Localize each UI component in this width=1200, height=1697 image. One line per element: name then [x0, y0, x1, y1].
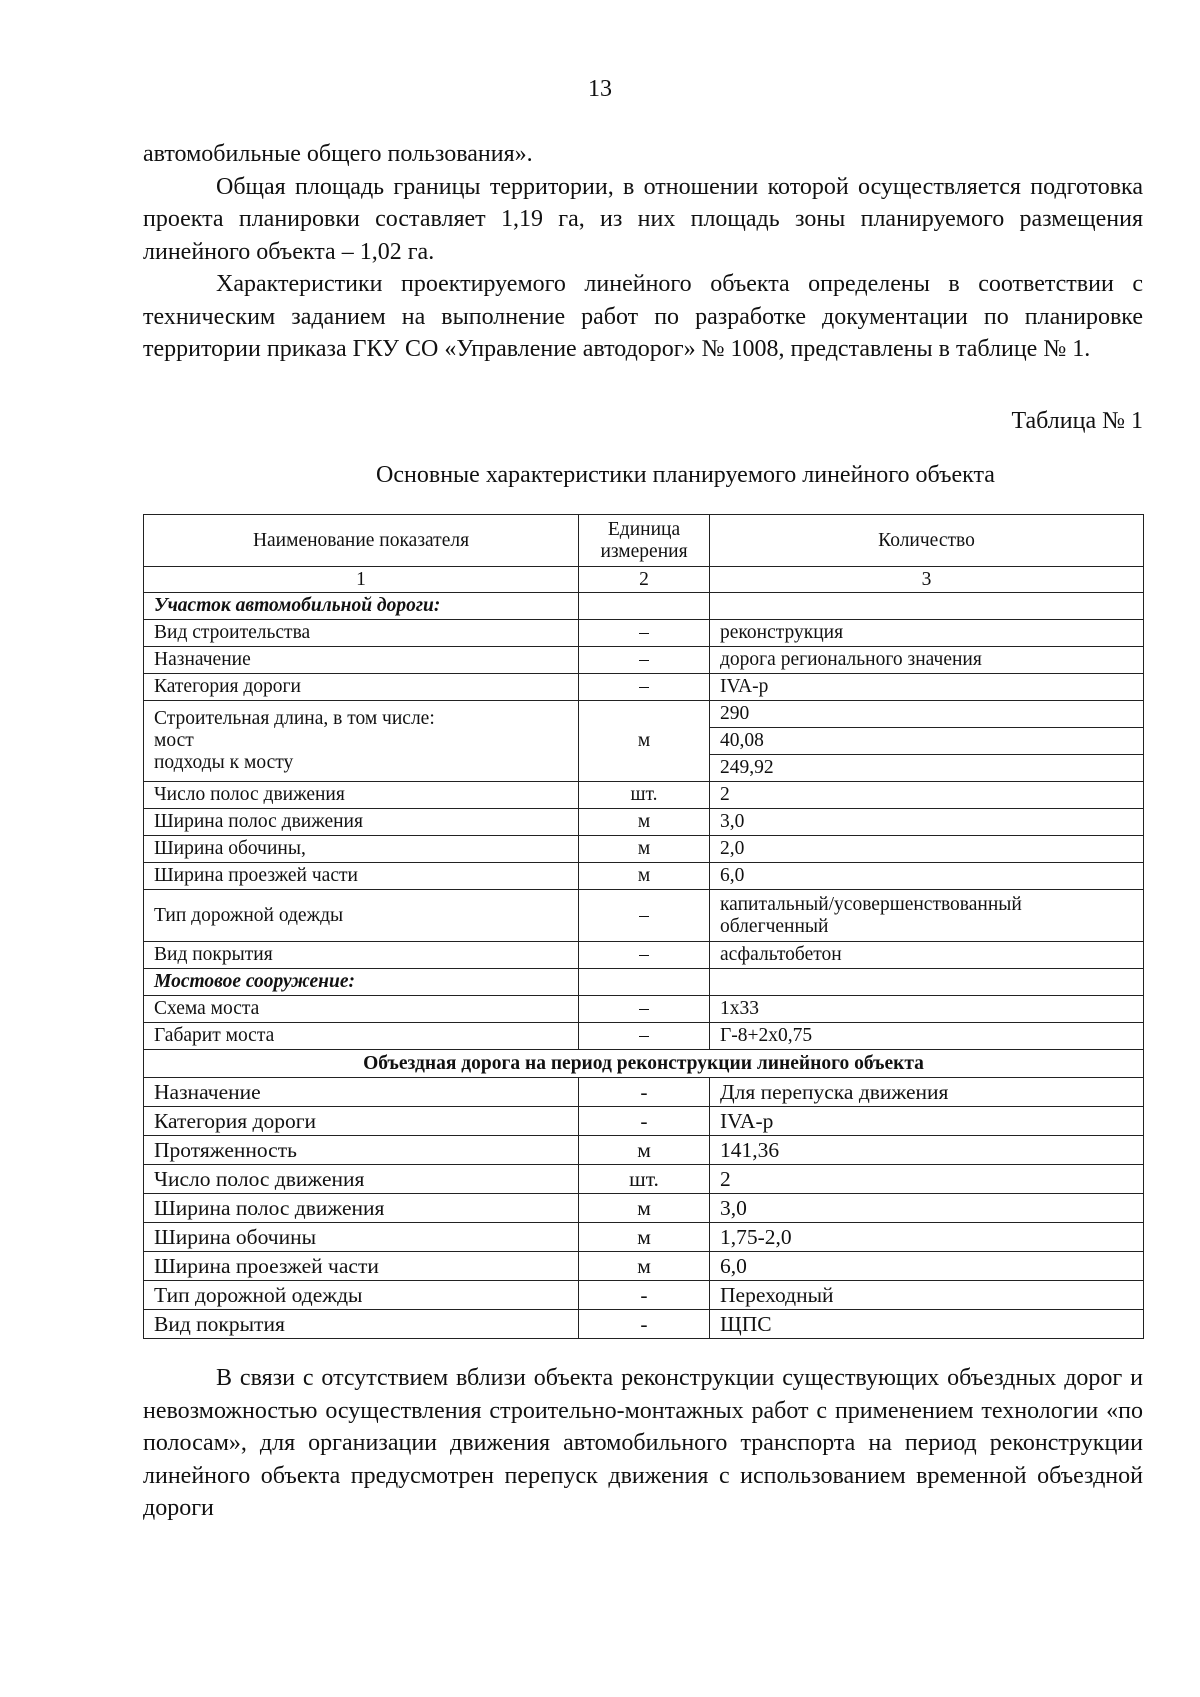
cell-value: IVA-р	[710, 1107, 1144, 1136]
cell-unit: –	[579, 1023, 710, 1050]
cell-value: ЩПС	[710, 1310, 1144, 1339]
cell-name: Ширина обочины	[144, 1223, 579, 1252]
table-row	[144, 1194, 1144, 1223]
table-row	[144, 782, 1144, 809]
cell-name: Вид строительства	[144, 620, 579, 647]
cell-unit: м	[579, 836, 710, 863]
cell-name: Назначение	[144, 647, 579, 674]
cell-unit: –	[579, 942, 710, 969]
cell-name: Вид покрытия	[144, 1310, 579, 1339]
cell-name: Категория дороги	[144, 1107, 579, 1136]
cell-name: Схема моста	[144, 996, 579, 1023]
cell-value: дорога регионального значения	[710, 647, 1144, 674]
length-value: 249,92	[710, 755, 1144, 782]
table-row	[144, 836, 1144, 863]
cell-unit: м	[579, 1252, 710, 1281]
column-number: 1	[144, 567, 579, 593]
table-header-row	[144, 515, 1144, 567]
table-row	[144, 1310, 1144, 1339]
cell-name: Габарит моста	[144, 1023, 579, 1050]
cell-unit: -	[579, 1078, 710, 1107]
intro-paragraph-2: Общая площадь границы территории, в отношении которой осуществляется подготовка проекта планировки составляет 1,19 га, из них площадь зоны планируемого размещения линейного объекта – 1,02 га.	[143, 173, 1143, 265]
cell-value: IVA-р	[710, 674, 1144, 701]
length-names	[144, 701, 579, 782]
cell-unit: -	[579, 1281, 710, 1310]
table-row	[144, 620, 1144, 647]
cell-name: Назначение	[144, 1078, 579, 1107]
length-value: 290	[710, 701, 1144, 728]
table-row	[144, 674, 1144, 701]
cell-value: Г-8+2х0,75	[710, 1023, 1144, 1050]
cell-name: Ширина полос движения	[144, 1194, 579, 1223]
section-row	[144, 593, 1144, 620]
cell-value: 1,75-2,0	[710, 1223, 1144, 1252]
length-name: подходы к мосту	[154, 752, 294, 773]
column-number: 2	[579, 567, 710, 593]
characteristics-table	[143, 514, 1144, 1339]
bridge-rows	[144, 996, 1144, 1050]
cell-unit: -	[579, 1310, 710, 1339]
section-title-detour: Объездная дорога на период реконструкции линейного объекта	[144, 1050, 1144, 1078]
cell-value: Переходный	[710, 1281, 1144, 1310]
table-row	[144, 647, 1144, 674]
table-label: Таблица № 1	[1011, 408, 1143, 434]
table-title: Основные характеристики планируемого линейного объекта	[376, 462, 995, 488]
cell-name: Тип дорожной одежды	[144, 890, 579, 942]
length-name: Строительная длина, в том числе:	[154, 708, 435, 729]
table-row	[144, 1165, 1144, 1194]
length-row	[144, 701, 1144, 728]
intro-text	[143, 138, 1143, 366]
cell-unit: шт.	[579, 1165, 710, 1194]
table-row	[144, 1252, 1144, 1281]
cell-name: Ширина полос движения	[144, 809, 579, 836]
table-row	[144, 1281, 1144, 1310]
column-number-row	[144, 567, 1144, 593]
cell-value: Для перепуска движения	[710, 1078, 1144, 1107]
cell-value: 2	[710, 782, 1144, 809]
cell-unit: -	[579, 1107, 710, 1136]
closing-text	[143, 1362, 1143, 1525]
cell-unit: –	[579, 620, 710, 647]
cell-value: капитальный/усовершенствованный облегченный	[710, 890, 1144, 942]
cell-name: Категория дороги	[144, 674, 579, 701]
cell-name: Ширина проезжей части	[144, 863, 579, 890]
cell-name: Вид покрытия	[144, 942, 579, 969]
cell-value: 3,0	[710, 809, 1144, 836]
cell-name: Число полос движения	[144, 782, 579, 809]
cell-unit: м	[579, 1194, 710, 1223]
table-row	[144, 1107, 1144, 1136]
cell-unit: –	[579, 647, 710, 674]
table-row	[144, 1078, 1144, 1107]
header-value: Количество	[710, 515, 1144, 567]
cell-unit: –	[579, 674, 710, 701]
detour-rows	[144, 1078, 1144, 1339]
length-unit: м	[579, 701, 710, 782]
table-row	[144, 996, 1144, 1023]
cell-name: Число полос движения	[144, 1165, 579, 1194]
table-row	[144, 1023, 1144, 1050]
table-row	[144, 863, 1144, 890]
cell-value: 6,0	[710, 863, 1144, 890]
length-value: 40,08	[710, 728, 1144, 755]
table-row	[144, 809, 1144, 836]
cell-unit: м	[579, 809, 710, 836]
cell-value: асфальтобетон	[710, 942, 1144, 969]
cell-value: 2	[710, 1165, 1144, 1194]
table-row	[144, 942, 1144, 969]
table-row	[144, 1136, 1144, 1165]
cell-unit: –	[579, 890, 710, 942]
cell-value: 141,36	[710, 1136, 1144, 1165]
intro-paragraph-1: автомобильные общего пользования».	[143, 141, 533, 167]
cell-name: Протяженность	[144, 1136, 579, 1165]
cell-unit: –	[579, 996, 710, 1023]
section-row	[144, 969, 1144, 996]
cell-value: 3,0	[710, 1194, 1144, 1223]
cell-value: 1х33	[710, 996, 1144, 1023]
table-row	[144, 1223, 1144, 1252]
road-rows	[144, 620, 1144, 701]
closing-paragraph: В связи с отсутствием вблизи объекта реконструкции существующих объездных дорог и невозможностью осуществления строительно-монтажных работ с применением технологии «по полосам», для организации движения автомобильного транспорта на период реконструкции линейного объекта предусмотрен перепуск движения с использованием временной объездной дороги	[143, 1365, 1143, 1521]
cell-value: 6,0	[710, 1252, 1144, 1281]
cell-unit: м	[579, 863, 710, 890]
section-title-bridge: Мостовое сооружение:	[144, 969, 579, 996]
cell-name: Тип дорожной одежды	[144, 1281, 579, 1310]
road-params-rows	[144, 782, 1144, 969]
cell-name: Ширина проезжей части	[144, 1252, 579, 1281]
cell-unit: м	[579, 1136, 710, 1165]
column-number: 3	[710, 567, 1144, 593]
intro-paragraph-3: Характеристики проектируемого линейного объекта определены в соответствии с техническим заданием на выполнение работ по разработке документации по планировке территории приказа ГКУ СО «Управление автодорог» № 1008, представлены в таблице № 1.	[143, 271, 1143, 362]
table-row	[144, 890, 1144, 942]
cell-name: Ширина обочины,	[144, 836, 579, 863]
section-row	[144, 1050, 1144, 1078]
section-title-road: Участок автомобильной дороги:	[144, 593, 579, 620]
page-number: 13	[588, 76, 612, 102]
cell-unit: м	[579, 1223, 710, 1252]
length-name: мост	[154, 730, 194, 751]
cell-value: 2,0	[710, 836, 1144, 863]
cell-unit: шт.	[579, 782, 710, 809]
header-name: Наименование показателя	[144, 515, 579, 567]
cell-value: реконструкция	[710, 620, 1144, 647]
header-unit: Единица измерения	[579, 515, 710, 567]
